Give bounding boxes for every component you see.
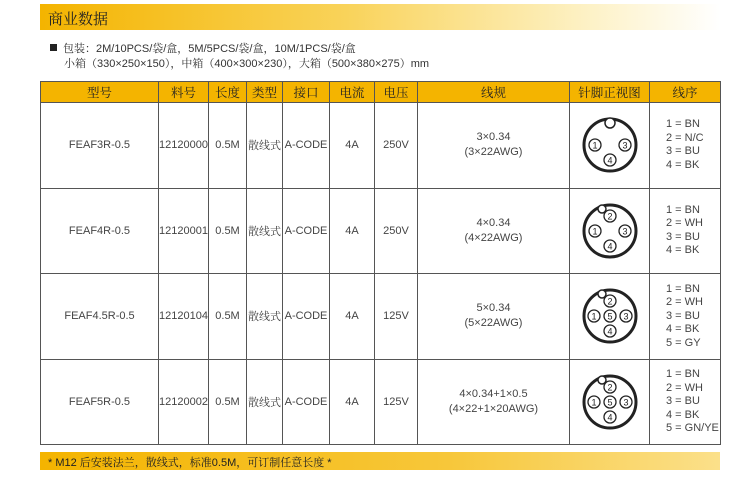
section-title-bar (40, 4, 720, 30)
table-row (41, 359, 721, 445)
voltage-cell: 125V (375, 274, 418, 360)
wire-2: 2 = N/C (666, 131, 704, 144)
pin-view-cell (570, 103, 650, 189)
wire-order-cell (650, 103, 721, 189)
wire-gauge-awg: (3×22AWG) (464, 146, 523, 159)
pin-2-label: 2 (606, 211, 613, 222)
part-cell: 12120001 (159, 188, 209, 274)
header-part: 料号 (159, 82, 209, 103)
coding-key (598, 205, 606, 213)
coding-key (598, 290, 606, 298)
packaging-line-2: 小箱（330×250×150），中箱（400×300×230），大箱（500×380×275）mm (64, 58, 430, 70)
part-cell: 12120002 (159, 359, 209, 445)
wire-gauge-main: 5×0.34 (476, 302, 511, 315)
model-cell: FEAF5R-0.5 (41, 359, 159, 445)
pin-3-label: 3 (621, 140, 628, 151)
interface-cell: A-CODE (283, 274, 330, 360)
wire-5: 5 = GN/YE (666, 422, 719, 434)
voltage-cell: 250V (375, 188, 418, 274)
bullet-icon (50, 44, 57, 51)
header-wire-gauge: 线规 (418, 82, 570, 103)
header-voltage: 电压 (375, 82, 418, 103)
wire-gauge-awg: (5×22AWG) (464, 317, 523, 330)
pin-4-label: 4 (606, 155, 613, 166)
pin-5-label: 5 (606, 397, 613, 408)
coding-key (598, 376, 606, 384)
current-cell: 4A (330, 103, 375, 189)
wire-2: 2 = WH (666, 381, 703, 394)
wire-1: 1 = BN (666, 368, 700, 380)
wire-order-cell (650, 274, 721, 360)
footer-note: * M12 后安装法兰，散线式，标准0.5M，可订制任意长度 * (48, 457, 332, 469)
wire-4: 4 = BK (666, 158, 700, 171)
wire-5: 5 = GY (666, 336, 701, 349)
pin-view-cell (570, 188, 650, 274)
header-type: 类型 (247, 82, 283, 103)
wire-gauge-awg: (4×22AWG) (464, 231, 523, 244)
current-cell: 4A (330, 188, 375, 274)
length-cell: 0.5M (209, 274, 247, 360)
wire-4: 4 = BK (666, 244, 700, 257)
product-table (40, 81, 721, 445)
header-current: 电流 (330, 82, 375, 103)
wire-4: 4 = BK (666, 408, 700, 421)
wire-3: 3 = BU (666, 145, 700, 158)
voltage-cell: 125V (375, 359, 418, 445)
header-interface: 接口 (283, 82, 330, 103)
pin-diagram-3pin (579, 114, 641, 176)
wire-gauge-cell (418, 274, 570, 360)
packaging-line-1: 包装：2M/10PCS/袋/盒，5M/5PCS/袋/盒，10M/1PCS/袋/盒 (63, 43, 356, 55)
model-cell: FEAF4.5R-0.5 (41, 274, 159, 360)
footer-note-bar (40, 452, 720, 470)
pin-4-label: 4 (606, 326, 613, 337)
pin-3-label: 3 (621, 226, 628, 237)
wire-2: 2 = WH (666, 217, 703, 230)
type-cell: 散线式 (247, 188, 283, 274)
pin-1-label: 1 (591, 140, 598, 151)
pin-diagram-5pin (579, 285, 641, 347)
wire-3: 3 = BU (666, 309, 700, 322)
wire-3: 3 = BU (666, 395, 700, 407)
type-cell: 散线式 (247, 359, 283, 445)
pin-4-label: 4 (606, 241, 613, 252)
pin-5-label: 5 (606, 311, 613, 322)
interface-cell: A-CODE (283, 359, 330, 445)
wire-gauge-cell (418, 359, 570, 445)
current-cell: 4A (330, 274, 375, 360)
pin-3-label: 3 (622, 397, 629, 408)
pin-view-cell (570, 359, 650, 445)
wire-1: 1 = BN (666, 203, 700, 216)
voltage-cell: 250V (375, 103, 418, 189)
pin-4-label: 4 (606, 412, 613, 423)
type-cell: 散线式 (247, 274, 283, 360)
pin-3-label: 3 (622, 311, 629, 322)
type-cell: 散线式 (247, 103, 283, 189)
wire-gauge-awg: (4×22+1×20AWG) (448, 402, 539, 415)
table-header-row (41, 82, 721, 103)
header-wire-order: 线序 (650, 82, 721, 103)
wire-4: 4 = BK (666, 323, 700, 335)
wire-2: 2 = WH (666, 296, 703, 308)
wire-gauge-main: 4×0.34 (476, 216, 511, 229)
table-row (41, 103, 721, 189)
table-row (41, 188, 721, 274)
wire-gauge-cell (418, 188, 570, 274)
length-cell: 0.5M (209, 103, 247, 189)
header-pin-view: 针脚正视图 (570, 82, 650, 103)
pin-1-label: 1 (590, 397, 597, 408)
length-cell: 0.5M (209, 188, 247, 274)
pin-2-label: 2 (606, 296, 613, 307)
wire-gauge-cell (418, 103, 570, 189)
part-cell: 12120104 (159, 274, 209, 360)
pin-1-label: 1 (591, 226, 598, 237)
pin-2-label: 2 (606, 382, 613, 393)
interface-cell: A-CODE (283, 103, 330, 189)
header-model: 型号 (41, 82, 159, 103)
pin-diagram-4pin (579, 200, 641, 262)
coding-key (605, 118, 615, 128)
packaging-info (50, 42, 429, 72)
wire-gauge-main: 4×0.34+1×0.5 (459, 387, 528, 400)
current-cell: 4A (330, 359, 375, 445)
wire-1: 1 = BN (666, 118, 700, 131)
wire-order-cell (650, 359, 721, 445)
interface-cell: A-CODE (283, 188, 330, 274)
wire-3: 3 = BU (666, 230, 700, 243)
header-length: 长度 (209, 82, 247, 103)
pin-diagram-5pin (579, 371, 641, 433)
wire-gauge-main: 3×0.34 (476, 131, 511, 144)
pin-view-cell (570, 274, 650, 360)
model-cell: FEAF4R-0.5 (41, 188, 159, 274)
part-cell: 12120000 (159, 103, 209, 189)
wire-order-cell (650, 188, 721, 274)
wire-1: 1 = BN (666, 282, 700, 295)
pin-1-label: 1 (590, 311, 597, 322)
table-row (41, 274, 721, 360)
model-cell: FEAF3R-0.5 (41, 103, 159, 189)
section-title: 商业数据 (48, 11, 109, 28)
length-cell: 0.5M (209, 359, 247, 445)
